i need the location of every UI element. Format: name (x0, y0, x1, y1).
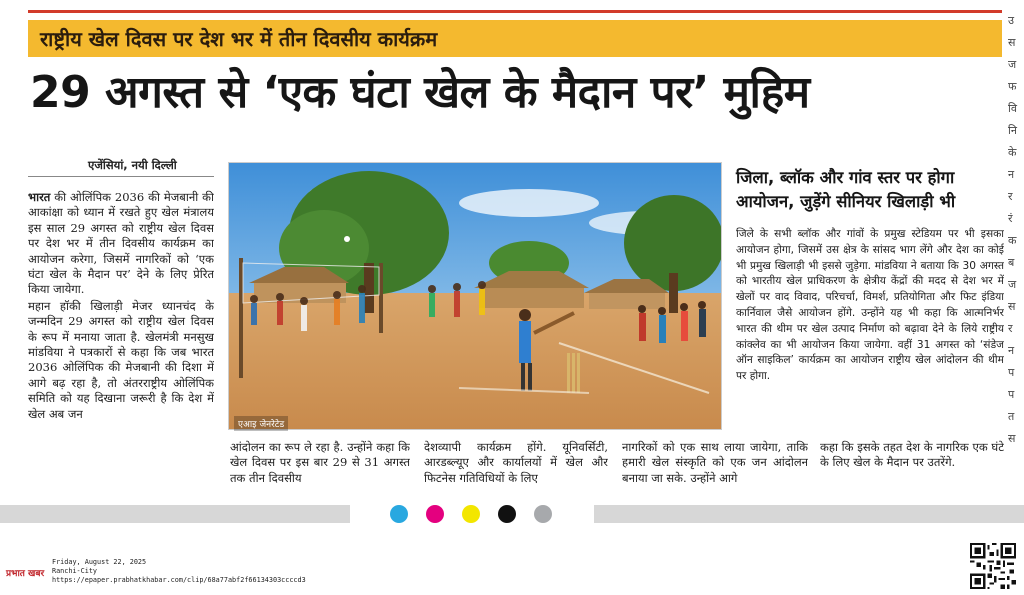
clip-edition: Ranchi-City (52, 567, 98, 575)
registration-dot (498, 505, 516, 523)
adjacent-article-fragment: फ (1008, 80, 1017, 93)
adjacent-article-fragment: क (1008, 234, 1017, 247)
adjacent-article-fragment: स (1008, 432, 1016, 445)
qr-code[interactable] (970, 543, 1016, 589)
adjacent-article-fragment: त (1008, 410, 1015, 423)
adjacent-article-fragment: नि (1008, 124, 1017, 137)
paragraph-1-text: की ओलिंपिक 2036 की मेजबानी की आकांक्षा को ध्यान में रखते हुए खेल मंत्रालय इस साल 29 अगस्त को राष्ट्रीय खेल दिवस पर देश भर में तीन दिवसीय कार्यक्रम का आयोजन करेगा, जिसमें नागरिकों को ‘एक घंटा खेल के मैदान पर’ देने के लिए प्रेरित किया जायेगा. (28, 190, 214, 297)
adjacent-article-fragment: र (1008, 322, 1013, 335)
village-cricket-illustration (229, 163, 722, 430)
article-column-3: देशव्यापी कार्यक्रम होंगे. यूनिवर्सिटी, आरडब्ल्यूए और कार्यालयों में खेल और फिटनेस गतिविधियों के लिए (424, 440, 608, 485)
clip-date: Friday, August 22, 2025 (52, 558, 147, 566)
adjacent-article-fragment: रं (1008, 212, 1013, 225)
registration-dot (534, 505, 552, 523)
adjacent-article-fragment: न (1008, 344, 1015, 357)
top-red-rule (28, 10, 1002, 13)
publisher-logo: प्रभात खबर (6, 569, 45, 579)
registration-dot (462, 505, 480, 523)
adjacent-article-fragment: स (1008, 36, 1016, 49)
paragraph-2: महान हॉकी खिलाड़ी मेजर ध्यानचंद के जन्मदिन 29 अगस्त को राष्ट्रीय खेल दिवस के रूप में मनाया जाता है. खेलमंत्री मनसुख मांडविया ने पत्रकारों से कहा कि जब भारत 2036 ओलिंपिक की मेजबानी की दिशा में आगे बढ़ रहा है, तो अंतरराष्ट्रीय ओलिंपिक समिति को यह दिखाना जरूरी है कि देश में खेल अब जन (28, 298, 214, 421)
sidebar-text: जिले के सभी ब्लॉक और गांवों के प्रमुख स्टेडियम पर भी इसका आयोजन होगा, जिसमें उस क्षेत्र के सांसद भाग लेंगे और देश का कोई भी प्रमुख खिलाड़ी भी इससे जुड़ेगा. मांडविया ने बताया कि 30 अगस्त को भारतीय खेल प्राधिकरण के क्षेत्रीय केंद्रों की मदद से देश भर में खेलों पर वाद विवाद, परिचर्चा, विमर्श, प्रतियोगिता और फिट इंडिया कार्निवाल जैसे आयोजन होंगे. उन्होंने यह भी कहा कि आत्मनिर्भर भारत की थीम पर खेल उत्पाद निर्माण को बढ़ावा देने के लिये राष्ट्रीय कांक्लेव का भी आयोजन किया जायेगा. वहीं 31 अगस्त को ‘संडेज ऑन साइकिल’ कार्यक्रम का आयोजन राष्ट्रीय खेल आंदोलन की थीम पर होगा. (736, 228, 1004, 383)
lead-word: भारत (28, 190, 51, 204)
adjacent-article-edge (1008, 10, 1024, 500)
clip-metadata (52, 558, 306, 585)
adjacent-article-fragment: प (1008, 366, 1015, 379)
clip-url[interactable]: https://epaper.prabhatkhabar.com/clip/68a77abf2f66134303ccccd3 (52, 576, 306, 584)
registration-bar-left (0, 505, 350, 523)
adjacent-article-fragment: ज (1008, 278, 1017, 291)
kicker-bar (28, 20, 1002, 57)
article-column-2: आंदोलन का रूप ले रहा है. उन्होंने कहा कि खेल दिवस पर इस बार 29 से 31 अगस्त तक तीन दिवसीय (230, 440, 410, 485)
registration-bar-right (594, 505, 1024, 523)
kicker-text: राष्ट्रीय खेल दिवस पर देश भर में तीन दिवसीय कार्यक्रम (40, 27, 438, 51)
headline: 29 अगस्त से ‘एक घंटा खेल के मैदान पर’ मुहिम (30, 67, 810, 118)
adjacent-article-fragment: उ (1008, 14, 1015, 27)
sidebar-title: जिला, ब्लॉक और गांव स्तर पर होगा आयोजन, जुड़ेंगे सीनियर खिलाड़ी भी (736, 168, 956, 211)
adjacent-article-fragment: के (1008, 146, 1017, 159)
article-column-5: कहा कि इसके तहत देश के नागरिक एक घंटे के लिए खेल के मैदान पर उतरेंगे. (820, 440, 1004, 470)
adjacent-article-fragment: ब (1008, 256, 1015, 269)
registration-dot (426, 505, 444, 523)
adjacent-article-fragment: न (1008, 168, 1015, 181)
registration-dot (390, 505, 408, 523)
byline-divider (28, 176, 214, 177)
adjacent-article-fragment: स (1008, 300, 1016, 313)
adjacent-article-fragment: र (1008, 190, 1013, 203)
adjacent-article-fragment: ज (1008, 58, 1017, 71)
byline: एजेंसियां, नयी दिल्ली (88, 158, 177, 172)
adjacent-article-fragment: वि (1008, 102, 1017, 115)
article-column-4: नागरिकों को एक साथ लाया जायेगा, ताकि हमारी खेल संस्कृति को एक जन आंदोलन बनाया जा सके. उन्होंने आगे (622, 440, 808, 485)
article-photo (228, 162, 722, 430)
adjacent-article-fragment: प (1008, 388, 1015, 401)
paragraph-1 (28, 190, 214, 298)
article-column-1 (28, 190, 214, 490)
photo-caption: एआइ जेनरेटेड (234, 416, 288, 431)
